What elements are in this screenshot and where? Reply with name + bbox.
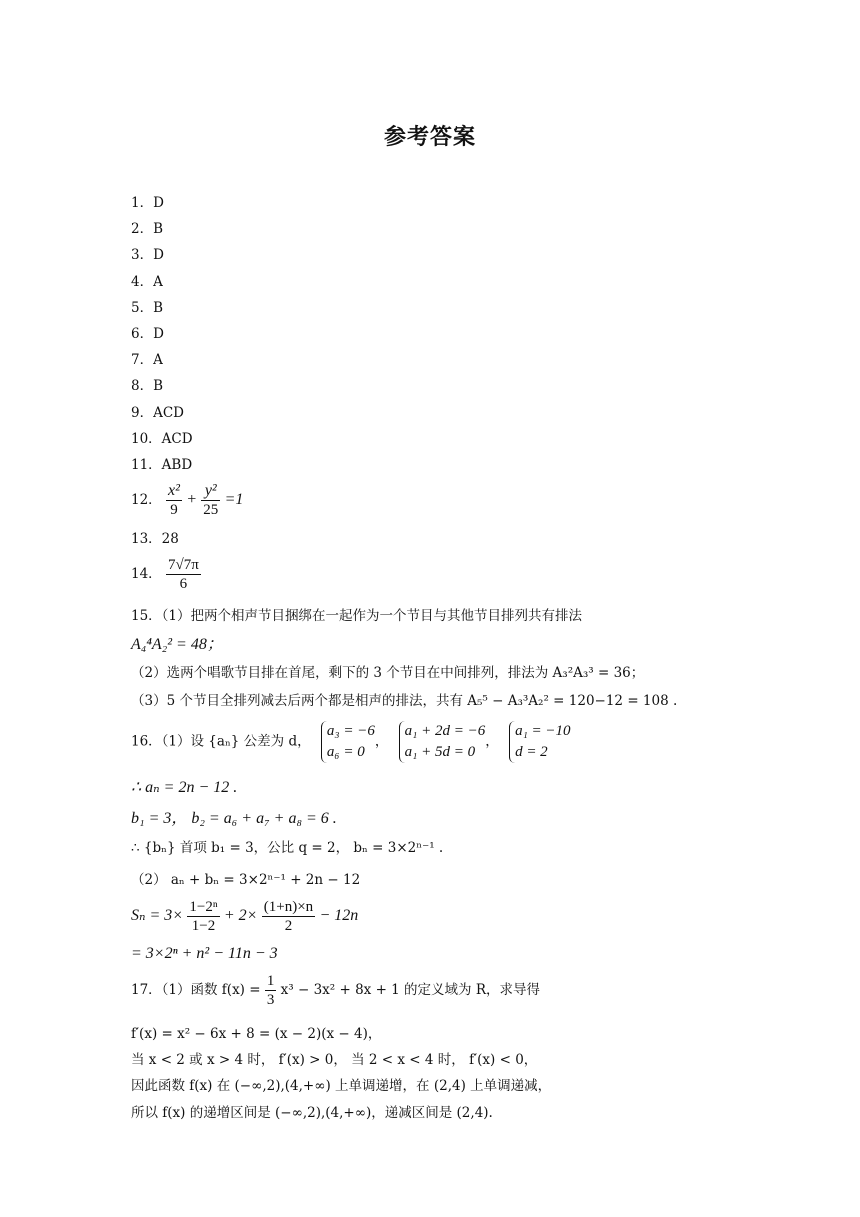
answer-11: 11．ABD bbox=[131, 457, 193, 473]
answer-17-line-5: 所以 f(x) 的递增区间是 (−∞,2),(4,+∞)，递减区间是 (2,4). bbox=[131, 1105, 493, 1121]
system-3: a₁ = −10 d = 2 bbox=[509, 721, 570, 763]
answer-16-line-3: b₁ = 3， b₂ = a₆ + a₇ + a₈ = 6 . bbox=[131, 810, 337, 827]
answer-13: 13．28 bbox=[131, 531, 179, 547]
answer-6: 6．D bbox=[131, 326, 164, 342]
answer-2: 2．B bbox=[131, 221, 164, 237]
answer-17-line-1: 17．（1）函数 f(x) = $\frac{1}{3}$ x³ − 3x² + 8x + 1 的定义域为 R，求导得 bbox=[131, 973, 541, 1008]
system-2: a₁ + 2d = −6 a₁ + 5d = 0 bbox=[399, 721, 486, 763]
system-1: a₃ = −6 a₆ = 0 bbox=[321, 721, 375, 763]
answer-10: 10．ACD bbox=[131, 431, 193, 447]
answer-17-line-4: 因此函数 f(x) 在 (−∞,2),(4,+∞) 上单调递增，在 (2,4) 上单调递减， bbox=[131, 1078, 552, 1094]
answer-5: 5．B bbox=[131, 300, 164, 316]
answer-16-line-7: = 3×2ⁿ + n² − 11n − 3 bbox=[131, 945, 278, 962]
answer-17-line-3: 当 x < 2 或 x > 4 时， f′(x) > 0， 当 2 < x < 4 时， f′(x) < 0， bbox=[131, 1052, 538, 1068]
answer-7: 7．A bbox=[131, 352, 163, 368]
answer-15-line-3: （2）选两个唱歌节目排在首尾，剩下的 3 个节目在中间排列，排法为 A₃²A₃³ = 36； bbox=[131, 665, 645, 681]
answer-17-line-2: f′(x) = x² − 6x + 8 = (x − 2)(x − 4)， bbox=[131, 1026, 382, 1042]
answer-4: 4．A bbox=[131, 274, 163, 290]
answer-16-line-5: （2） aₙ + bₙ = 3×2ⁿ⁻¹ + 2n − 12 bbox=[131, 872, 361, 888]
answer-1: 1．D bbox=[131, 195, 164, 211]
answer-15-line-2: A₄⁴A₂² = 48； bbox=[131, 636, 223, 653]
answer-15-line-1: 15．（1）把两个相声节目捆绑在一起作为一个节目与其他节目排列共有排法 bbox=[131, 608, 583, 624]
answer-16-line-2: ∴ aₙ = 2n − 12 . bbox=[131, 779, 238, 796]
answer-16-line-1: 16．（1）设 {aₙ} 公差为 d， a₃ = −6 a₆ = 0 ， a₁ + 2d = −6 a₁ + 5d = 0 ， a₁ = −10 d = 2 bbox=[131, 721, 571, 763]
answer-16-line-6: Sₙ = 3× $\frac{\text{1−2ⁿ}}{1-2}$ + 2× $\frac{(1+n)\times n}{2}$ − 12n bbox=[131, 899, 359, 934]
page-title: 参考答案 bbox=[383, 125, 476, 150]
answer-9: 9．ACD bbox=[131, 405, 184, 421]
answer-12: 12． $\frac{\text{x²}}{9}$ + $\frac{\text{y²}}{25}$ =1 bbox=[131, 482, 244, 518]
answer-15-line-4: （3）5 个节目全排列减去后两个都是相声的排法，共有 A₅⁵ − A₃³A₂² = 120−12 = 108 . bbox=[131, 693, 678, 709]
answer-14: 14． $\frac{7√7\pi}{6}$ bbox=[131, 557, 199, 592]
answer-8: 8．B bbox=[131, 378, 164, 394]
answer-16-line-4: ∴ {bₙ} 首项 b₁ = 3，公比 q = 2， bₙ = 3×2ⁿ⁻¹ . bbox=[131, 840, 444, 856]
answer-3: 3．D bbox=[131, 247, 164, 263]
